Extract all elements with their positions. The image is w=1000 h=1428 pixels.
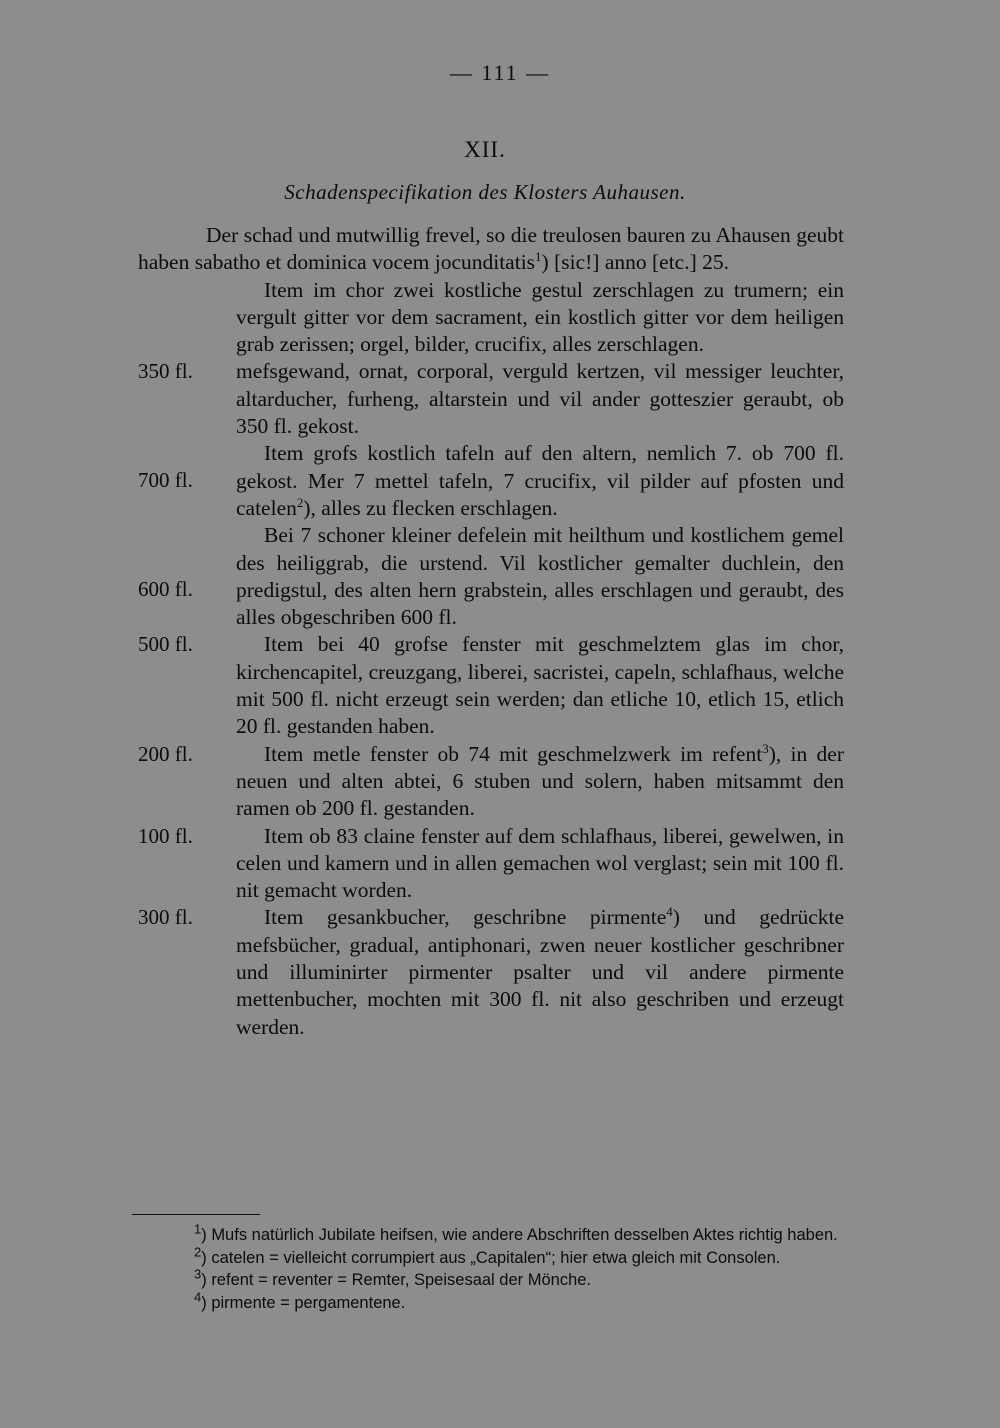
page-number: — 111 — bbox=[449, 60, 551, 85]
entry-block bbox=[138, 823, 844, 905]
section-number: XII. bbox=[464, 137, 506, 162]
entry-block bbox=[138, 358, 844, 440]
footnote-divider bbox=[132, 1214, 260, 1215]
entry-block bbox=[138, 522, 844, 631]
margin-amount: 100 fl. bbox=[138, 823, 193, 848]
entry-text: Item grofs kostlich tafeln auf den altern, nemlich 7. ob 700 fl. gekost. Mer 7 mettel tafeln, 7 crucifix, vil pilder auf pfosten und catelen bbox=[236, 441, 844, 520]
entry-paragraph: Item bei 40 grofse fenster mit geschmelztem glas im chor, kirchencapitel, creuzgang, liberei, sacristei, capeln, schlafhaus, welche mit 500 fl. nicht erzeugt sein werden; dan etliche 10, etlich 15, etlich 20 fl. gestanden haben. bbox=[236, 632, 844, 739]
entry-text: Item metle fenster ob 74 mit geschmelzwerk im refent bbox=[264, 741, 763, 766]
entry-text: Item gesankbucher, geschribne pirmente bbox=[264, 905, 667, 930]
footnotes bbox=[132, 1221, 844, 1314]
entry-paragraph: Item im chor zwei kostliche gestul zerschlagen zu trumern; ein vergult gitter vor dem sacrament, ein kostlich gitter vor dem heiligen grab zerissen; orgel, bilder, crucifix, alles zerschlagen. bbox=[236, 277, 844, 357]
entry-paragraph bbox=[236, 440, 844, 522]
entry-block bbox=[138, 741, 844, 823]
document-body bbox=[138, 222, 844, 1041]
footnote bbox=[132, 1266, 844, 1292]
footnote-ref-4[interactable]: 4 bbox=[666, 904, 673, 920]
entry-block bbox=[138, 904, 844, 1040]
footnote-ref-1[interactable]: 1 bbox=[535, 249, 542, 265]
margin-amount: 200 fl. bbox=[138, 741, 193, 766]
footnote bbox=[132, 1244, 844, 1270]
margin-amount: 300 fl. bbox=[138, 905, 193, 930]
footnote bbox=[132, 1289, 844, 1315]
margin-amount: 350 fl. bbox=[138, 359, 193, 384]
footnote-ref-3[interactable]: 3 bbox=[762, 740, 769, 756]
footnote-text: ) refent = reventer = Remter, Speisesaal der Mönche. bbox=[201, 1271, 592, 1289]
footnote-mark: 1 bbox=[194, 1221, 202, 1237]
footnote-text: ) pirmente = pergamentene. bbox=[201, 1293, 406, 1312]
section-title: Schadenspecifikation des Klosters Auhausen. bbox=[284, 180, 686, 204]
entry-paragraph bbox=[236, 741, 844, 823]
intro-text: Der schad und mutwillig frevel, so die treulosen bauren zu Ahausen geubt haben sabatho et dominica vocem jocunditatis bbox=[138, 223, 844, 275]
intro-paragraph bbox=[138, 222, 844, 277]
entry-block bbox=[138, 440, 844, 522]
footnote-ref-2[interactable]: 2 bbox=[296, 494, 304, 510]
footnote-mark: 2 bbox=[194, 1244, 202, 1259]
footnote-text: ) Mufs natürlich Jubilate heifsen, wie andere Abschriften desselben Aktes richtig haben. bbox=[201, 1226, 838, 1244]
entry-paragraph bbox=[236, 904, 844, 1040]
entry-paragraph: mefsgewand, ornat, corporal, verguld kertzen, vil messiger leuchter, altarducher, furheng, altarstein und vil ander gotteszier geraubt, ob 350 fl. gekost. bbox=[236, 359, 844, 439]
entry-paragraph: Bei 7 schoner kleiner defelein mit heilthum und kostlichem gemel des heiliggrab, die urstend. Vil kostlicher gemalter duchlein, den predigstul, des alten hern grabstein, alles erschlagen und geraubt, des alles obgeschriben 600 fl. bbox=[236, 523, 844, 630]
footnote-text: ) catelen = vielleicht corrumpiert aus „Capitalen“; hier etwa gleich mit Consolen. bbox=[201, 1248, 781, 1267]
footnote-mark: 4 bbox=[194, 1289, 202, 1304]
intro-text-end: ) [sic!] anno [etc.] 25. bbox=[541, 250, 729, 275]
entry-text-end: ), in der neuen und alten abtei, 6 stuben und solern, haben mitsammt den ramen ob 200 fl. gestanden. bbox=[236, 741, 844, 821]
margin-amount: 500 fl. bbox=[138, 632, 193, 657]
margin-amount: 700 fl. bbox=[138, 468, 193, 493]
entry-paragraph: Item ob 83 claine fenster auf dem schlafhaus, liberei, gewelwen, in celen und kamern und in allen gemachen wol verglast; sein mit 100 fl. nit gemacht worden. bbox=[236, 823, 844, 903]
entry-block bbox=[138, 631, 844, 740]
margin-amount: 600 fl. bbox=[138, 577, 193, 602]
footnote-mark: 3 bbox=[194, 1266, 202, 1282]
entry-text-end: ), alles zu flecken erschlagen. bbox=[303, 495, 558, 520]
footnote bbox=[132, 1221, 844, 1247]
entry-text-end: ) und gedrückte mefsbücher, gradual, antiphonari, zwen neuer kostlicher geschribner und illuminirter pirmenter psalter und vil andere pirmente mettenbucher, mochten mit 300 fl. nit also geschriben und erzeugt werden. bbox=[236, 905, 845, 1039]
